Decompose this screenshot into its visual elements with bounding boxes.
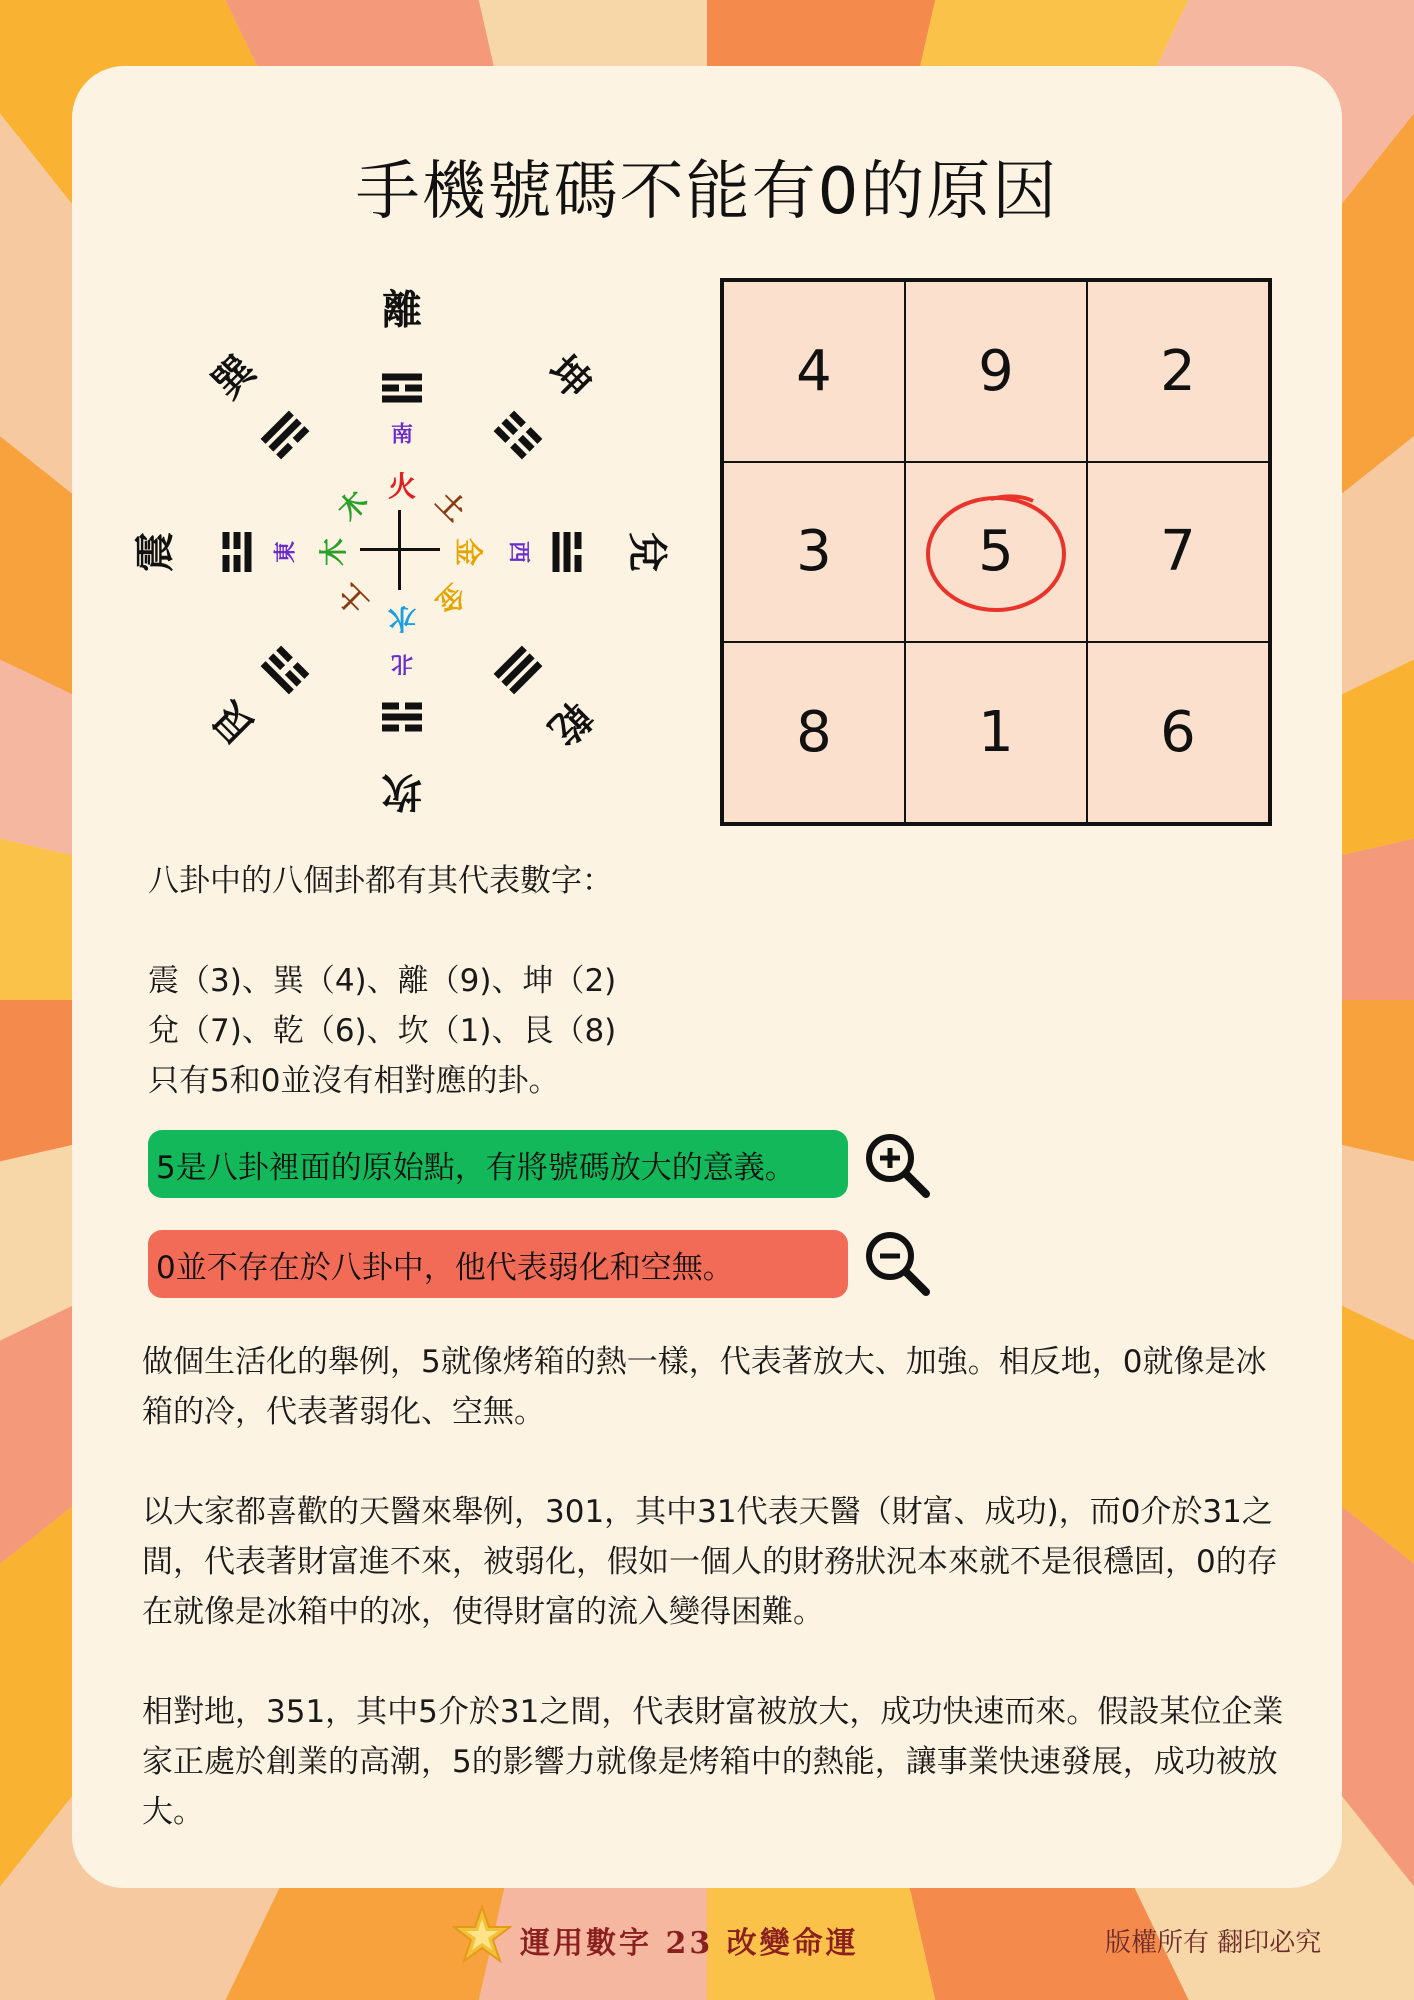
lo-shu-grid	[720, 278, 1272, 826]
gua-xun: 巽	[203, 346, 265, 408]
bagua-diagram	[110, 265, 690, 845]
grid-cell-center-value: 5	[978, 519, 1014, 585]
element-fire: 火	[387, 470, 417, 503]
direction-south: 南	[390, 422, 414, 448]
element-metal-nw: 金	[429, 577, 473, 621]
trigram-zhen-icon	[219, 532, 256, 572]
grid-cell: 3	[723, 462, 905, 643]
paragraph-351: 相對地，351，其中5介於31之間，代表財富被放大，成功快速而來。假設某位企業家正處於創業的高潮，5的影響力就像是烤箱中的熱能，讓事業快速發展，成功被放大。	[142, 1694, 1284, 1830]
intro-line-2: 兌（7)、乾（6)、坎（1)、艮（8)	[148, 1013, 617, 1049]
direction-east: 東	[273, 540, 299, 564]
callout-five: 5是八卦裡面的原始點，有將號碼放大的意義。	[148, 1130, 848, 1198]
gua-dui: 兌	[623, 532, 671, 572]
direction-west: 西	[505, 540, 531, 564]
element-earth-sw: 土	[331, 577, 375, 621]
footer-copyright: 版權所有 翻印必究	[1105, 1928, 1322, 1958]
zoom-in-icon	[862, 1130, 932, 1200]
grid-cell: 1	[905, 642, 1087, 823]
center-cross-vertical	[398, 510, 401, 590]
grid-cell: 8	[723, 642, 905, 823]
grid-cell: 6	[1087, 642, 1269, 823]
star-logo-icon	[452, 1905, 512, 1965]
trigram-dui-icon	[549, 532, 586, 572]
trigram-kun-icon	[491, 408, 545, 462]
gua-gen: 艮	[203, 692, 265, 754]
grid-cell-center	[905, 462, 1087, 643]
paragraph-tianyi: 以大家都喜歡的天醫來舉例，301，其中31代表天醫（財富、成功)，而0介於31之間，代表著財富進不來，被弱化，假如一個人的財務狀況本來就不是很穩固，0的存在就像是冰箱中的冰，使得財富的流入變得困難。	[142, 1494, 1278, 1630]
trigram-xun-icon	[258, 408, 312, 462]
trigram-kan-icon	[382, 699, 422, 736]
grid-cell: 7	[1087, 462, 1269, 643]
zoom-out-icon	[862, 1228, 932, 1298]
trigram-li-icon	[382, 370, 422, 407]
direction-north: 北	[390, 650, 414, 676]
intro-line-1: 震（3)、巽（4)、離（9)、坤（2)	[148, 963, 617, 999]
page-title: 手機號碼不能有0的原因	[355, 155, 1059, 229]
gua-li: 離	[382, 286, 422, 334]
trigram-gen-icon	[258, 643, 312, 697]
intro-line-3: 只有5和0並沒有相對應的卦。	[148, 1063, 560, 1099]
grid-cell: 9	[905, 281, 1087, 462]
intro-heading: 八卦中的八個卦都有其代表數字：	[148, 863, 613, 899]
gua-kun: 坤	[539, 346, 601, 408]
grid-cell: 2	[1087, 281, 1269, 462]
element-wood-e: 木	[317, 537, 350, 567]
element-metal-w: 金	[452, 537, 485, 567]
gua-qian: 乾	[539, 692, 601, 754]
grid-cell: 4	[723, 281, 905, 462]
trigram-qian-icon	[491, 643, 545, 697]
element-water: 水	[387, 602, 417, 635]
gua-kan: 坎	[382, 768, 422, 816]
element-earth-ne: 土	[429, 484, 473, 528]
gua-zhen: 震	[131, 532, 179, 572]
element-wood-se: 木	[331, 484, 375, 528]
callout-zero: 0並不存在於八卦中，他代表弱化和空無。	[148, 1230, 848, 1298]
paragraph-example: 做個生活化的舉例，5就像烤箱的熱一樣，代表著放大、加強。相反地，0就像是冰箱的冷，代表著弱化、空無。	[142, 1344, 1267, 1430]
footer-brand: 運用數字 23 改變命運	[520, 1926, 859, 1961]
